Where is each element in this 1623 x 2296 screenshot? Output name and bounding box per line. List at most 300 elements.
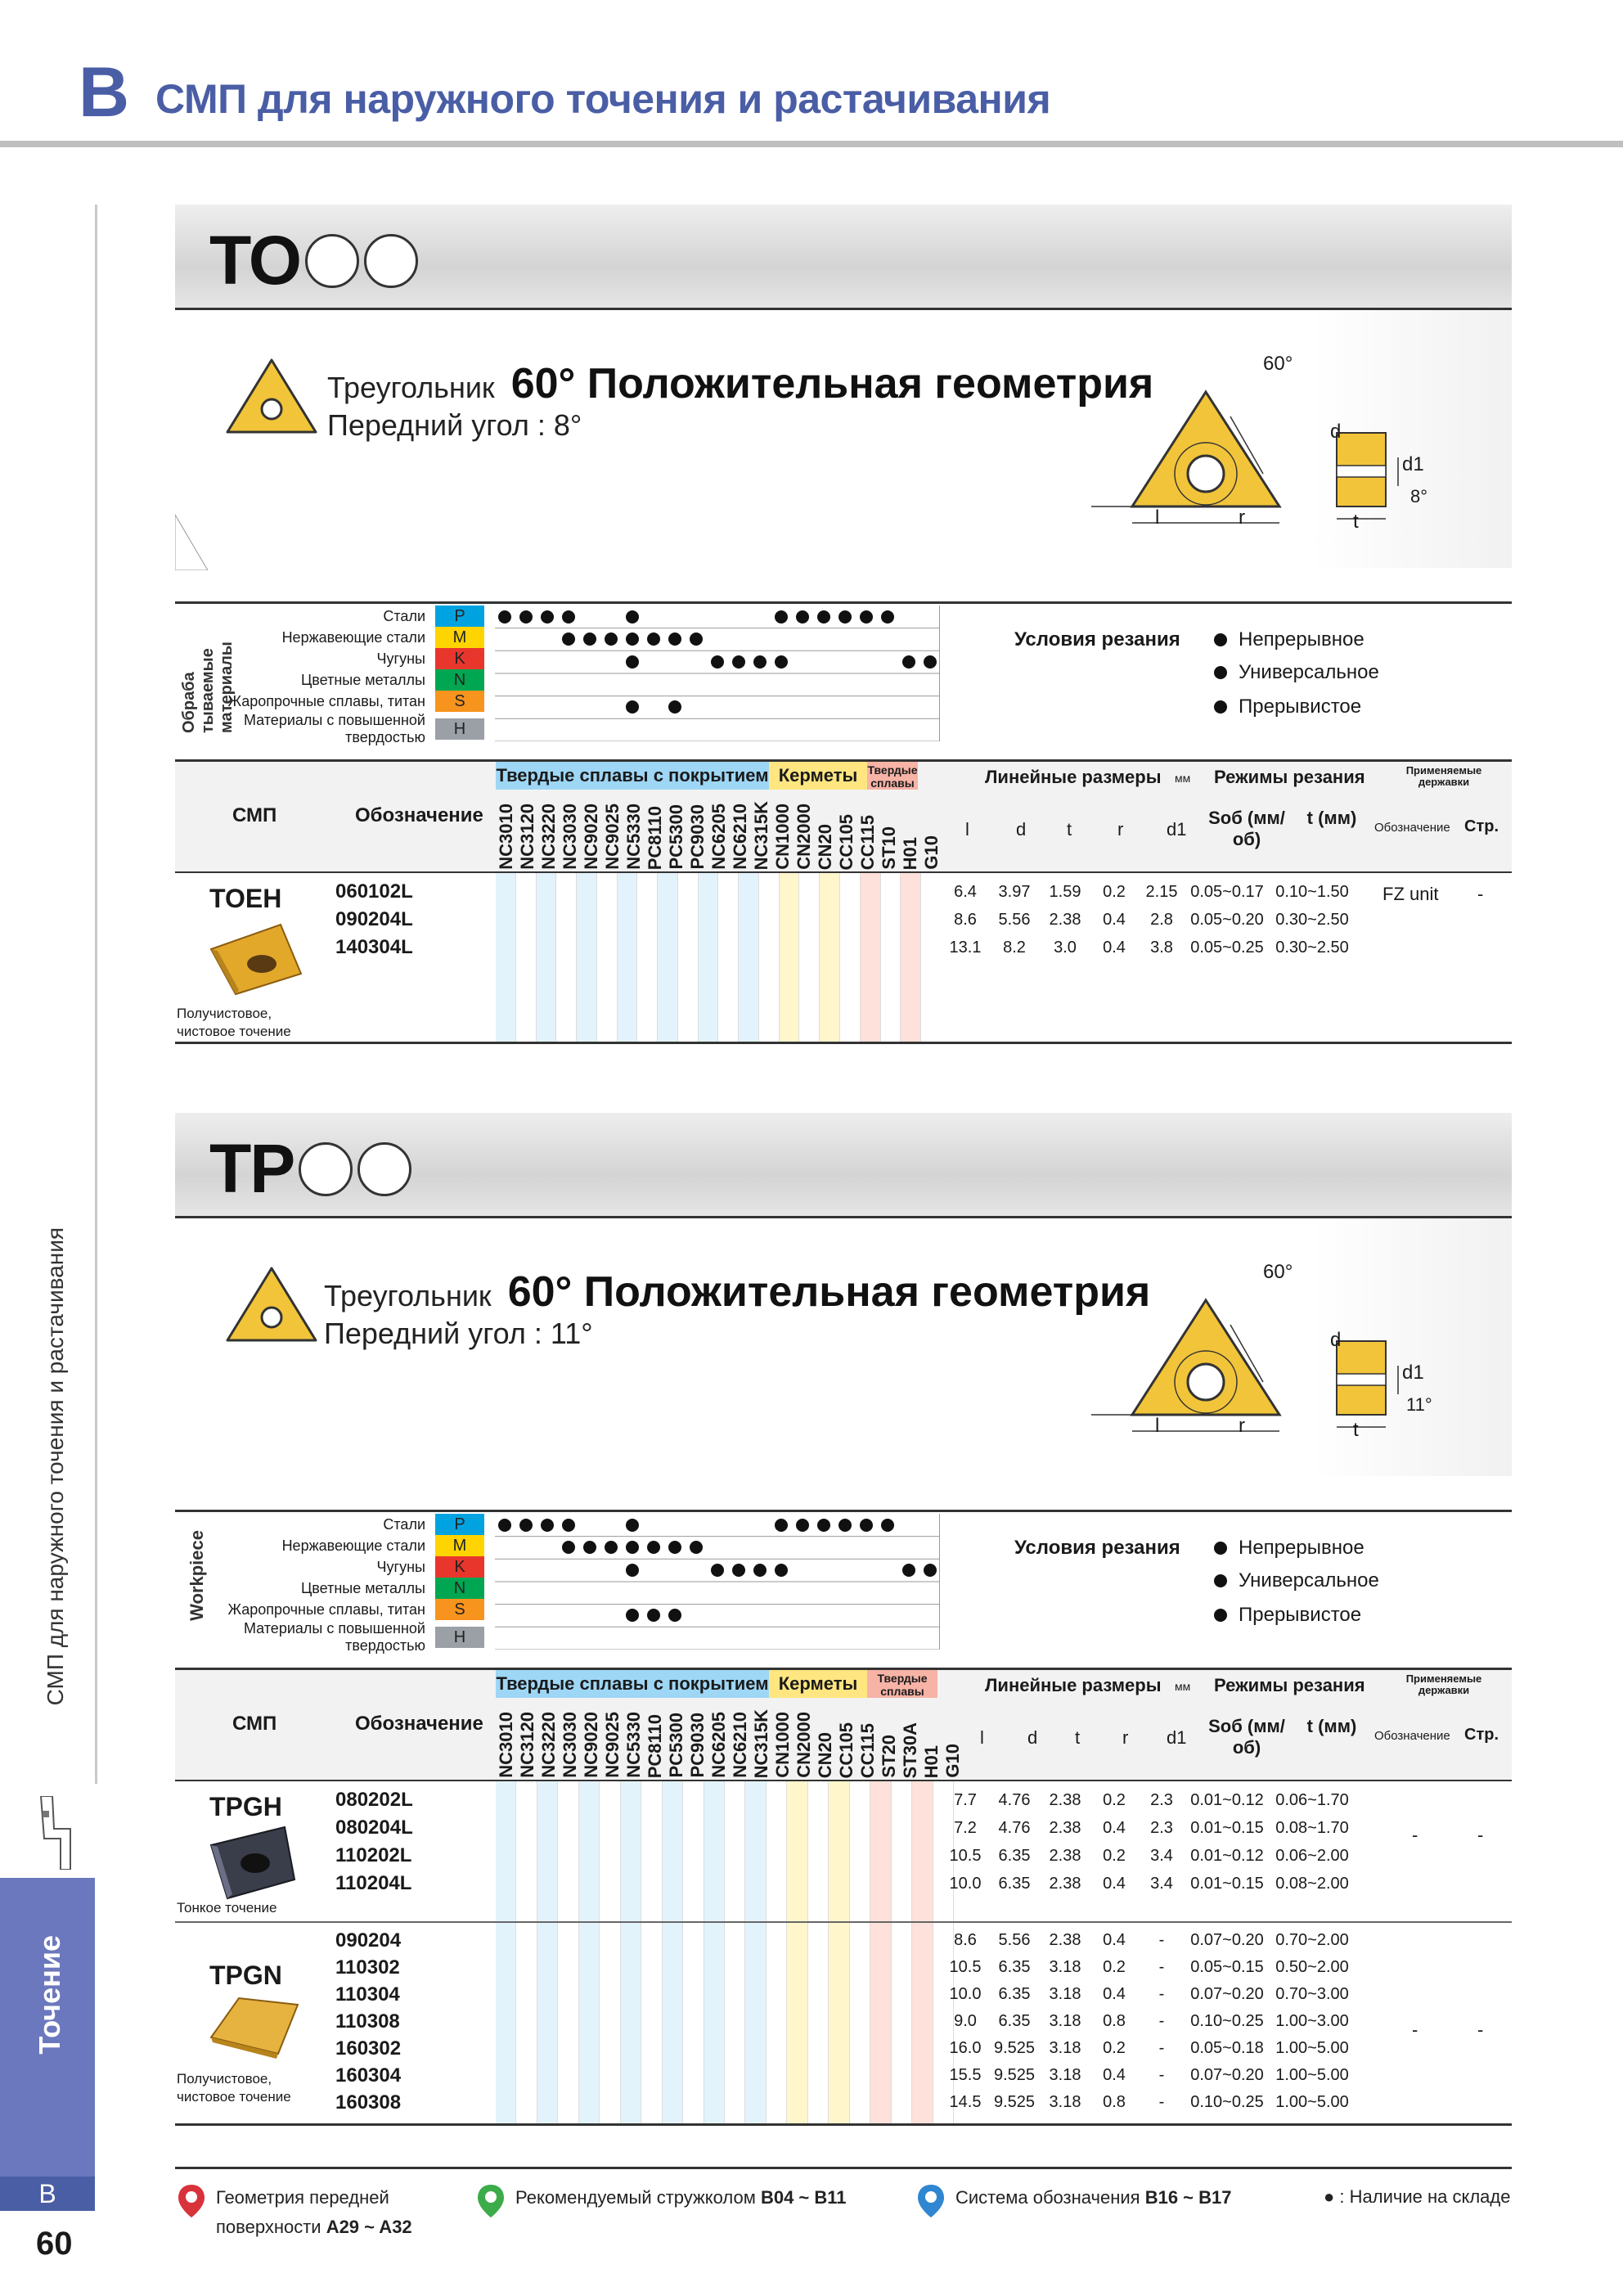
- tp-grade-columns: [496, 1699, 964, 1778]
- grade-col-pc9030: PC9030: [687, 804, 708, 870]
- grade-col-pc8110: PC8110: [645, 1713, 665, 1778]
- to-diagram-d: d: [1330, 421, 1342, 443]
- tpgn-application: Получистовое, чистовое точение: [177, 2071, 291, 2105]
- table-row: [335, 1814, 1512, 1842]
- table-row: [335, 1870, 1512, 1898]
- cell-d: 3.97: [998, 883, 1031, 901]
- tp-group-coated: Твердые сплавы с покрытием: [496, 1670, 769, 1698]
- to-material-axis-label: Обраба тываемые материалы: [180, 642, 236, 733]
- grade-col-h01: H01: [921, 1745, 942, 1778]
- to-cond-universal: Универсальное: [1214, 661, 1379, 684]
- to-placeholder-circle-2: [364, 234, 418, 288]
- cell-code: 080204L: [335, 1817, 413, 1839]
- grade-col-g10: G10: [942, 1744, 963, 1778]
- tpgn-insert-image: [206, 1988, 304, 2062]
- cell-d1: -: [1158, 2039, 1165, 2057]
- tp-dim-r: r: [1122, 1727, 1129, 1748]
- cell-tt: 0.30~2.50: [1275, 911, 1349, 929]
- cell-t: 3.0: [1054, 939, 1077, 957]
- cell-code: 110304: [335, 1983, 400, 2006]
- tp-table-bottomline: [175, 2123, 1512, 2126]
- tpgn-product-name: TPGN: [209, 1961, 282, 1990]
- cell-d1: 2.3: [1150, 1819, 1173, 1837]
- to-conditions-title: Условия резания: [1014, 628, 1180, 651]
- grade-col-nc3030: NC3030: [560, 1712, 580, 1778]
- cell-t: 3.18: [1049, 1958, 1081, 1976]
- table-row: [335, 2062, 1512, 2089]
- holder-icon: [33, 1796, 79, 1870]
- table-row: [335, 906, 1512, 934]
- cell-d1: -: [1158, 1985, 1165, 2003]
- tpgh-holder-dash: -: [1412, 1825, 1418, 1845]
- tp-group-modes: Режимы резания: [1214, 1675, 1365, 1695]
- grade-col-nc6205: NC6205: [708, 1712, 729, 1778]
- cell-t: 2.38: [1049, 1931, 1081, 1949]
- tp-material-axis-wrap: [175, 1514, 224, 1649]
- cell-tt: 1.00~5.00: [1275, 2039, 1349, 2057]
- page-title: СМП для наружного точения и растачивания: [155, 76, 1051, 122]
- cell-d: 4.76: [998, 1819, 1031, 1837]
- cell-tt: 0.08~2.00: [1275, 1875, 1349, 1893]
- cell-r: 0.4: [1103, 1875, 1126, 1893]
- cell-d1: 3.8: [1150, 939, 1173, 957]
- tp-diagram-t: t: [1353, 1419, 1359, 1441]
- cell-code: 110202L: [335, 1844, 412, 1866]
- grade-col-st10: ST10: [879, 826, 899, 870]
- tp-material-row-n: Цветные металлы N: [221, 1578, 486, 1599]
- cell-tt: 0.06~1.70: [1275, 1791, 1349, 1809]
- tp-placeholder-circle-1: [299, 1142, 353, 1196]
- to-rows: [335, 878, 1512, 961]
- to-col-smp: СМП: [232, 804, 277, 826]
- cell-t: 1.59: [1049, 883, 1081, 901]
- cell-code: 090204: [335, 1929, 402, 1952]
- tp-diagram-d1: d1: [1402, 1362, 1424, 1384]
- tp-col-sob: Sоб (мм/об): [1208, 1716, 1285, 1758]
- cell-code: 160304: [335, 2064, 402, 2087]
- tp-material-row-k: Чугуны K: [221, 1556, 486, 1578]
- tp-material-row-h: Материалы с повышенной твердостью H: [221, 1620, 486, 1654]
- cell-l: 10.0: [949, 1875, 982, 1893]
- footer-link-chipbreaker[interactable]: Рекомендуемый стружколом B04 ~ B11: [474, 2183, 847, 2219]
- tp-col-holder-code: Обозначение: [1374, 1729, 1450, 1743]
- grade-col-cn20: CN20: [815, 1731, 835, 1778]
- grade-col-nc5330: NC5330: [623, 1712, 644, 1778]
- grade-col-cn2000: CN2000: [794, 804, 814, 870]
- tp-dim-t: t: [1075, 1727, 1081, 1748]
- to-dim-d: d: [1016, 819, 1027, 840]
- grade-col-cn2000: CN2000: [794, 1712, 814, 1778]
- sidebar-label-wrap: [43, 1227, 75, 1784]
- tp-cond-continuous: Непрерывное: [1214, 1537, 1364, 1560]
- cell-r: 0.4: [1103, 1985, 1126, 2003]
- cell-code: 140304L: [335, 936, 413, 958]
- table-row: [335, 1842, 1512, 1870]
- cell-sob: 0.10~0.25: [1190, 2093, 1264, 2111]
- cell-d: 8.2: [1003, 939, 1026, 957]
- section-letter: B: [79, 53, 130, 132]
- tp-diagram-r: r: [1239, 1415, 1245, 1437]
- cell-r: 0.2: [1103, 883, 1126, 901]
- cell-tt: 0.08~1.70: [1275, 1819, 1349, 1837]
- grade-col-nc9025: NC9025: [602, 1712, 623, 1778]
- to-table-bottomline: [175, 1042, 1512, 1044]
- table-row: [335, 1927, 1512, 1954]
- grade-col-cn20: CN20: [815, 823, 835, 870]
- cell-tt: 0.70~3.00: [1275, 1985, 1349, 2003]
- tp-placeholder-circle-2: [357, 1142, 411, 1196]
- cell-d: 6.35: [998, 1958, 1031, 1976]
- tp-dim-d1: d1: [1167, 1727, 1187, 1748]
- to-table-header: [175, 762, 1512, 871]
- cell-sob: 0.05~0.15: [1190, 1958, 1264, 1976]
- tp-dim-l: l: [980, 1727, 984, 1748]
- cell-tt: 0.50~2.00: [1275, 1958, 1349, 1976]
- cell-code: 060102L: [335, 880, 413, 903]
- cell-sob: 0.01~0.12: [1190, 1791, 1264, 1809]
- tpgh-product-name: TPGH: [209, 1792, 282, 1821]
- tp-table-header: [175, 1670, 1512, 1780]
- cell-t: 2.38: [1049, 1875, 1081, 1893]
- to-dim-r: r: [1117, 819, 1124, 840]
- section-tab-b[interactable]: B: [0, 2177, 95, 2211]
- cell-l: 10.5: [949, 1847, 982, 1865]
- tp-group-holders: Применяемые державки: [1405, 1672, 1482, 1696]
- cell-d1: 3.4: [1150, 1847, 1173, 1865]
- tp-rake-angle: Передний угол : 11°: [324, 1317, 593, 1350]
- to-material-grid: [495, 606, 940, 741]
- to-col-sob: Sоб (мм/об): [1208, 808, 1285, 849]
- grade-col-nc3010: NC3010: [496, 804, 516, 870]
- continuous-icon: [1214, 1542, 1227, 1555]
- footer-link-designation[interactable]: Система обозначения B16 ~ B17: [915, 2183, 1232, 2219]
- cell-d1: -: [1158, 2066, 1165, 2084]
- tp-group-dims: Линейные размеры: [985, 1675, 1162, 1695]
- to-product-name: TOEH: [209, 884, 282, 913]
- cell-l: 7.7: [954, 1791, 977, 1809]
- table-row: [335, 934, 1512, 961]
- tpgh-holder-page-dash: -: [1477, 1825, 1484, 1845]
- cell-r: 0.4: [1103, 1819, 1126, 1837]
- cell-tt: 1.00~5.00: [1275, 2066, 1349, 2084]
- cell-code: 090204L: [335, 908, 413, 930]
- tp-material-row-s: Жаропрочные сплавы, титан S: [221, 1599, 486, 1620]
- to-material-row-n: Цветные металлы N: [221, 669, 486, 691]
- cell-t: 3.18: [1049, 2012, 1081, 2030]
- cell-r: 0.4: [1103, 2066, 1126, 2084]
- tpgh-application: Тонкое точение: [177, 1900, 277, 1916]
- to-dim-d1: d1: [1167, 819, 1187, 840]
- grade-col-h01: H01: [900, 836, 920, 870]
- tp-diagram-l: l: [1155, 1415, 1160, 1437]
- grade-col-pc5300: PC5300: [666, 804, 686, 870]
- tp-material-axis-label: Workpiece: [187, 1530, 207, 1621]
- to-dims-unit: мм: [1175, 772, 1191, 785]
- grade-col-g10: G10: [921, 835, 942, 870]
- tpgn-holder-page-dash: -: [1477, 2019, 1484, 2040]
- tp-group-cermet: Керметы: [769, 1670, 867, 1698]
- grade-col-pc8110: PC8110: [645, 805, 665, 870]
- cell-tt: 0.06~2.00: [1275, 1847, 1349, 1865]
- to-col-designation: Обозначение: [355, 804, 483, 826]
- tp-series-code: TP: [209, 1130, 294, 1207]
- tp-cond-universal: Универсальное: [1214, 1569, 1379, 1592]
- footer-link-rake[interactable]: Геометрия передней поверхности A29 ~ A32: [175, 2183, 453, 2242]
- cell-l: 14.5: [949, 2093, 982, 2111]
- tp-col-holder-page: Стр.: [1464, 1726, 1499, 1744]
- cell-l: 8.6: [954, 1931, 977, 1949]
- tab-turning-label: Точение: [33, 1935, 66, 2055]
- cell-sob: 0.05~0.18: [1190, 2039, 1264, 2057]
- cell-sob: 0.01~0.12: [1190, 1847, 1264, 1865]
- tp-col-smp: СМП: [232, 1713, 277, 1735]
- to-material-axis-wrap: [175, 606, 236, 741]
- cell-l: 13.1: [949, 939, 982, 957]
- tp-conditions-title: Условия резания: [1014, 1537, 1180, 1559]
- cell-r: 0.2: [1103, 1847, 1126, 1865]
- grade-col-nc3220: NC3220: [538, 804, 559, 870]
- to-cond-interrupted: Прерывистое: [1214, 696, 1361, 718]
- cell-d: 5.56: [998, 911, 1031, 929]
- grade-col-nc3030: NC3030: [560, 804, 580, 870]
- pin-red-icon: [175, 2183, 208, 2219]
- tp-title-band: [175, 1113, 1512, 1218]
- grade-col-nc9020: NC9020: [581, 804, 601, 870]
- cell-code: 110302: [335, 1956, 400, 1979]
- cell-sob: 0.01~0.15: [1190, 1875, 1264, 1893]
- cell-d1: 2.8: [1150, 911, 1173, 929]
- cell-r: 0.4: [1103, 939, 1126, 957]
- cell-d1: -: [1158, 2093, 1165, 2111]
- cell-r: 0.8: [1103, 2093, 1126, 2111]
- cell-d1: 2.15: [1145, 883, 1178, 901]
- tp-cond-interrupted: Прерывистое: [1214, 1604, 1361, 1627]
- table-row: [335, 1954, 1512, 1981]
- tp-col-designation: Обозначение: [355, 1713, 483, 1735]
- grade-col-nc3010: NC3010: [496, 1712, 516, 1778]
- to-material-row-s: Жаропрочные сплавы, титан S: [221, 691, 486, 712]
- cell-d: 4.76: [998, 1791, 1031, 1809]
- tp-info-box: [175, 1216, 1512, 1476]
- cell-code: 110308: [335, 2010, 400, 2033]
- tp-material-grid-lines: [495, 1514, 940, 1650]
- cell-code: 160302: [335, 2037, 402, 2060]
- tp-shape-label: Треугольник: [324, 1279, 492, 1312]
- cell-r: 0.2: [1103, 2039, 1126, 2057]
- cell-t: 2.38: [1049, 1791, 1081, 1809]
- to-material-row-p: Стали P: [221, 606, 486, 627]
- toeh-insert-image: [203, 916, 309, 998]
- cell-d1: -: [1158, 1958, 1165, 1976]
- section-tab-turning[interactable]: [0, 1878, 95, 2177]
- tp-dims-unit: мм: [1175, 1680, 1191, 1693]
- cell-t: 3.18: [1049, 2093, 1081, 2111]
- grade-col-cn1000: CN1000: [772, 1712, 793, 1778]
- cell-code: 110204L: [335, 1872, 412, 1894]
- cell-r: 0.4: [1103, 1931, 1126, 1949]
- cell-code: 080202L: [335, 1789, 413, 1811]
- cell-sob: 0.07~0.20: [1190, 2066, 1264, 2084]
- cell-sob: 0.05~0.17: [1190, 883, 1264, 901]
- cell-l: 7.2: [954, 1819, 977, 1837]
- cell-d: 6.35: [998, 1875, 1031, 1893]
- cell-d1: 2.3: [1150, 1791, 1173, 1809]
- grade-col-nc6210: NC6210: [730, 1712, 750, 1778]
- to-group-holders: Применяемые державки: [1405, 764, 1482, 788]
- cell-sob: 0.01~0.15: [1190, 1819, 1264, 1837]
- to-diagram-t: t: [1353, 511, 1359, 533]
- to-series-code: TO: [209, 222, 301, 299]
- universal-icon: [1214, 666, 1227, 679]
- tp-material-row-m: Нержавеющие стали M: [221, 1535, 486, 1556]
- cell-d: 6.35: [998, 1985, 1031, 2003]
- to-col-holder-code: Обозначение: [1374, 821, 1450, 835]
- cell-code: 160308: [335, 2091, 402, 2114]
- tp-dim-d: d: [1027, 1727, 1038, 1748]
- cell-t: 2.38: [1049, 1819, 1081, 1837]
- sidebar-divider: [95, 205, 97, 1784]
- tp-geometry-label: 60° Положительная геометрия: [507, 1268, 1151, 1316]
- cell-tt: 1.00~5.00: [1275, 2093, 1349, 2111]
- to-material-row-k: Чугуны K: [221, 648, 486, 669]
- grade-col-nc315k: NC315K: [751, 800, 771, 870]
- to-holder-name[interactable]: FZ unit: [1382, 884, 1439, 904]
- grade-col-nc3220: NC3220: [538, 1712, 559, 1778]
- tp-material-row-p: Стали P: [221, 1514, 486, 1535]
- to-group-cermet: Керметы: [769, 762, 867, 790]
- to-cond-continuous: Непрерывное: [1214, 628, 1364, 651]
- grade-col-cc115: CC115: [857, 1722, 878, 1778]
- tp-group-carbide: Твердые сплавы: [867, 1670, 937, 1698]
- to-diagram-clearance: 8°: [1410, 486, 1428, 506]
- table-row: [335, 878, 1512, 906]
- to-diagram-d1: d1: [1402, 453, 1424, 475]
- cell-d1: -: [1158, 2012, 1165, 2030]
- to-material-grid-lines: [495, 606, 940, 741]
- tpgn-holder-dash: -: [1412, 2019, 1418, 2040]
- to-diagram-r: r: [1239, 506, 1245, 529]
- interrupted-icon: [1214, 1609, 1227, 1622]
- to-group-modes: Режимы резания: [1214, 767, 1365, 787]
- grade-col-pc9030: PC9030: [687, 1713, 708, 1778]
- cell-tt: 0.70~2.00: [1275, 1931, 1349, 1949]
- cell-t: 3.18: [1049, 1985, 1081, 2003]
- grade-col-st20: ST20: [879, 1735, 899, 1778]
- cell-sob: 0.05~0.20: [1190, 911, 1264, 929]
- to-col-t: t (мм): [1306, 808, 1357, 828]
- to-col-holder-page: Стр.: [1464, 817, 1499, 835]
- to-geometry-label: 60° Положительная геометрия: [510, 360, 1154, 407]
- cell-d1: -: [1158, 1931, 1165, 1949]
- continuous-icon: [1214, 633, 1227, 646]
- table-row: [335, 1786, 1512, 1814]
- tp-material-topline: [175, 1510, 1512, 1512]
- tp-triangle-shape-icon: [223, 1263, 321, 1345]
- table-row: [335, 2008, 1512, 2035]
- to-placeholder-circle-1: [305, 234, 359, 288]
- cell-l: 10.0: [949, 1985, 982, 2003]
- tp-material-table: [221, 1514, 486, 1654]
- cell-tt: 1.00~3.00: [1275, 2012, 1349, 2030]
- to-group-coated: Твердые сплавы с покрытием: [496, 762, 769, 790]
- tp-col-t: t (мм): [1306, 1716, 1357, 1736]
- header-divider: [0, 141, 1623, 147]
- to-material-table: [221, 606, 486, 746]
- cell-l: 6.4: [954, 883, 977, 901]
- grade-col-cc105: CC105: [836, 1722, 856, 1778]
- grade-col-nc3120: NC3120: [517, 1712, 537, 1778]
- cell-d: 5.56: [998, 1931, 1031, 1949]
- to-shape-label: Треугольник: [327, 371, 495, 404]
- cell-r: 0.2: [1103, 1958, 1126, 1976]
- to-material-row-m: Нержавеющие стали M: [221, 627, 486, 648]
- cell-d: 9.525: [993, 2066, 1036, 2084]
- page-number: 60: [36, 2226, 73, 2262]
- to-rake-angle: Передний угол : 8°: [327, 408, 582, 442]
- cell-tt: 0.30~2.50: [1275, 939, 1349, 957]
- stock-note: ● : Наличие на складе: [1324, 2186, 1511, 2207]
- cell-sob: 0.05~0.25: [1190, 939, 1264, 957]
- tp-diagram-angle: 60°: [1263, 1261, 1293, 1283]
- tp-group-divider: [175, 1921, 1512, 1923]
- cell-l: 16.0: [949, 2039, 982, 2057]
- to-material-topline: [175, 601, 1512, 604]
- grade-col-nc3120: NC3120: [517, 804, 537, 870]
- cell-r: 0.4: [1103, 911, 1126, 929]
- to-application: Получистовое, чистовое точение: [177, 1006, 291, 1039]
- tpgn-rows: [335, 1927, 1512, 2116]
- grade-col-cn1000: CN1000: [772, 804, 793, 870]
- cell-l: 8.6: [954, 911, 977, 929]
- grade-col-pc5300: PC5300: [666, 1713, 686, 1778]
- cell-d1: 3.4: [1150, 1875, 1173, 1893]
- to-group-dims: Линейные размеры: [985, 767, 1162, 787]
- cell-tt: 0.10~1.50: [1275, 883, 1349, 901]
- grade-col-nc315k: NC315K: [751, 1708, 771, 1778]
- to-group-carbide: Твердые сплавы: [867, 763, 918, 790]
- grade-col-nc6205: NC6205: [708, 804, 729, 870]
- table-row: [335, 2089, 1512, 2116]
- to-diagram-l: l: [1155, 506, 1160, 529]
- grade-col-nc6210: NC6210: [730, 804, 750, 870]
- triangle-shape-icon: [223, 355, 321, 437]
- cell-sob: 0.07~0.20: [1190, 1985, 1264, 2003]
- cell-sob: 0.07~0.20: [1190, 1931, 1264, 1949]
- pin-blue-icon: [915, 2183, 947, 2219]
- sidebar-vertical-text: СМП для наружного точения и растачивания: [43, 1227, 68, 1706]
- cell-t: 2.38: [1049, 1847, 1081, 1865]
- table-row: [335, 1981, 1512, 2008]
- cell-d: 9.525: [993, 2039, 1036, 2057]
- cell-t: 3.18: [1049, 2039, 1081, 2057]
- grade-col-st30a: ST30A: [900, 1722, 920, 1778]
- to-dim-t: t: [1067, 819, 1072, 840]
- cell-t: 3.18: [1049, 2066, 1081, 2084]
- cell-d: 6.35: [998, 2012, 1031, 2030]
- tp-diagram-d: d: [1330, 1329, 1342, 1351]
- grade-col-cc115: CC115: [857, 814, 878, 870]
- grade-col-cc105: CC105: [836, 813, 856, 870]
- tp-material-grid: [495, 1514, 940, 1650]
- cell-l: 15.5: [949, 2066, 982, 2084]
- to-dim-l: l: [965, 819, 969, 840]
- tp-diagram-clearance: 11°: [1406, 1394, 1432, 1415]
- universal-icon: [1214, 1574, 1227, 1587]
- cell-l: 10.5: [949, 1958, 982, 1976]
- tpgh-rows: [335, 1786, 1512, 1898]
- cell-l: 9.0: [954, 2012, 977, 2030]
- cell-r: 0.2: [1103, 1791, 1126, 1809]
